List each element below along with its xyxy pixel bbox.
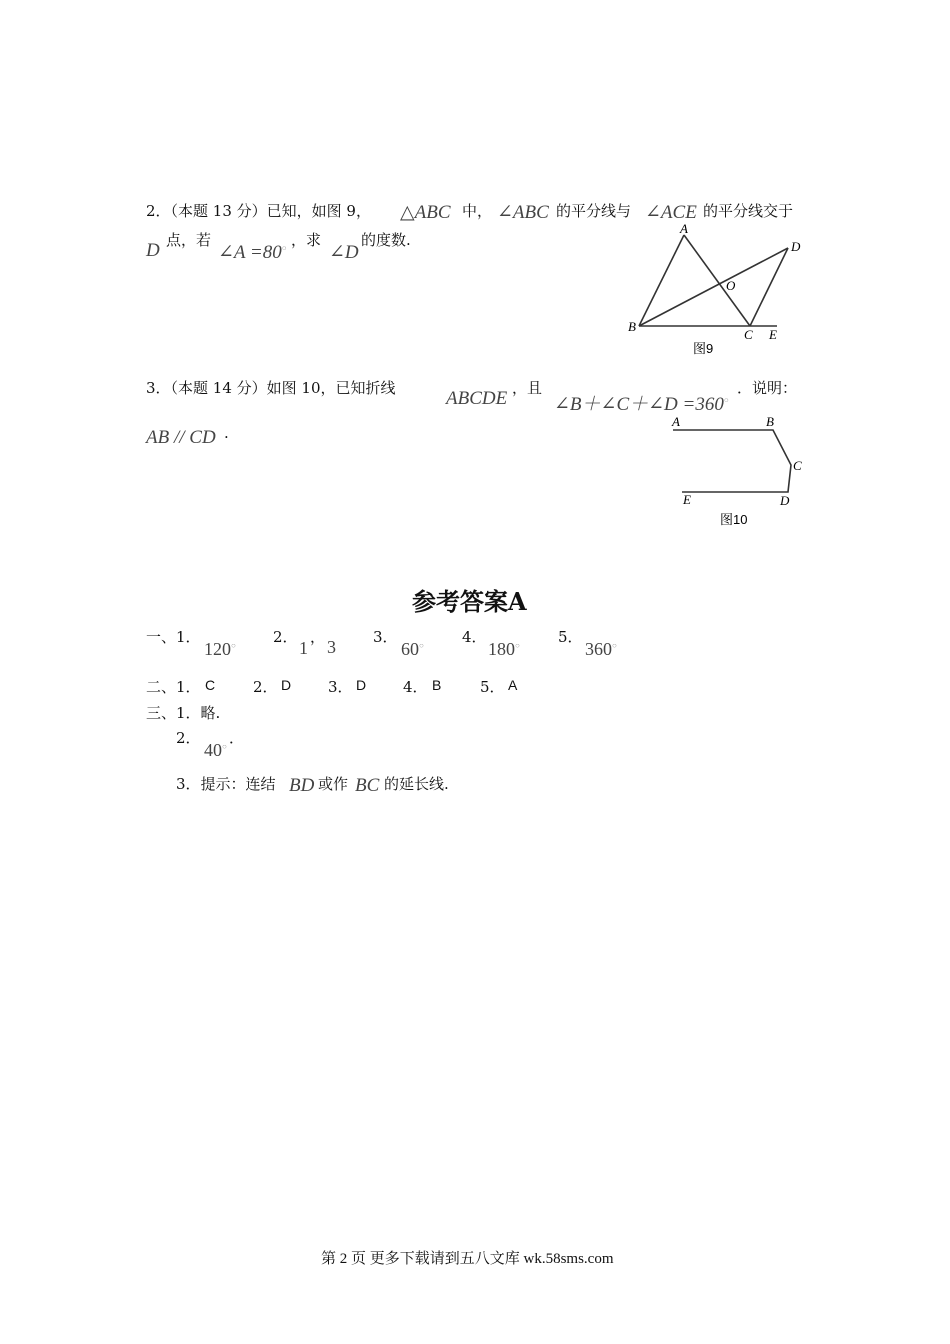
part1-number-3: 3． [373,628,398,646]
fig9-segment-bd [639,248,788,326]
answers-title: 参考答案A [412,587,527,616]
fig9-label-b: B [628,319,636,334]
q3-polyline: ABCDE [446,388,508,409]
part3-number-2: 2． [176,729,201,747]
fig9-segment-ab [639,235,684,326]
q2-triangle: △ABC [400,202,451,223]
part3-answer-2-end: ． [229,729,245,747]
part2-number-3: 3． [328,678,353,696]
part3-or: 或作 [318,775,349,793]
part2-answer-2: D [281,677,292,693]
q2-angle-ace: ∠ACE [645,202,697,223]
q2-text-4: 点，若 [166,231,212,249]
q2-text-5: ，求 [291,231,322,249]
q3-condition: ∠B＋∠C＋∠D =360○ [554,394,729,415]
fig9-label-a: A [680,221,688,236]
part1-number-4: 4． [462,628,487,646]
part2-answer-5: A [508,677,518,693]
fig10-label-e: E [683,492,691,507]
fig10-label-b: B [766,414,774,429]
q3-prefix: 3．（本题 14 分）如图 10，已知折线 [146,379,396,397]
fig9-label-c: C [744,327,753,342]
fig9-label-d: D [791,239,801,254]
fig10-label-c: C [793,458,802,473]
part1-number-5: 5． [558,628,583,646]
q2-prefix: 2．（本题 13 分）已知，如图 9， [146,202,371,220]
q3-conclusion: AB // CD [146,427,216,448]
part1-answer-4: 180○ [488,639,520,659]
part2-answer-3: D [356,677,367,693]
figure-10 [662,410,812,532]
q2-text-1: 中， [462,202,493,220]
fig9-caption: 图9 [693,341,714,356]
q2-ask-angle: ∠D [329,242,359,263]
fig10-label-d: D [780,493,790,508]
q2-angle-abc: ∠ABC [497,202,549,223]
fig9-label-e: E [769,327,777,342]
part3-end: 的延长线. [384,775,449,793]
q3-text-1: ，且 [512,379,543,397]
part2-answer-1: C [205,677,216,693]
page-footer: 第 2 页 更多下载请到五八文库 wk.58sms.com [321,1251,614,1267]
part3-answer-2: 40○ [204,740,227,760]
q2-text-2: 的平分线与 [556,202,632,220]
part1-separator: ， [310,628,326,646]
part2-number-2: 2． [253,678,278,696]
fig9-label-o: O [726,278,736,293]
part3-label: 三、1．略. [146,704,221,722]
part3-bc: BC [355,775,380,796]
part3-number-3: 3．提示：连结 [176,775,276,793]
fig10-polyline [673,430,791,492]
part1-answer-5: 360○ [585,639,617,659]
fig9-segment-cd [750,248,788,326]
q2-given-angle: ∠A =80○ [218,242,287,263]
part1-answer-2a: 1 [299,638,308,658]
fig9-segment-ac [684,235,750,326]
part2-number-5: 5． [480,678,505,696]
q3-text-2: ．说明： [737,379,798,397]
part2-label: 二、1． [146,678,201,696]
part1-answer-2b: 3 [327,637,336,657]
q2-point-d: D [146,240,160,261]
part3-bd: BD [289,775,315,796]
figure-9 [620,218,820,363]
part2-number-4: 4． [403,678,428,696]
q2-text-3: 的平分线交于 [703,202,794,220]
fig10-caption: 图10 [720,512,748,527]
q2-text-end: 的度数. [361,231,411,249]
part1-answer-3: 60○ [401,639,424,659]
part1-number-2: 2． [273,628,298,646]
q3-text-end: · [224,428,229,446]
fig10-label-a: A [672,414,680,429]
part1-answer-1: 120○ [204,639,236,659]
part1-label: 一、1． [146,628,201,646]
part2-answer-4: B [432,677,442,693]
